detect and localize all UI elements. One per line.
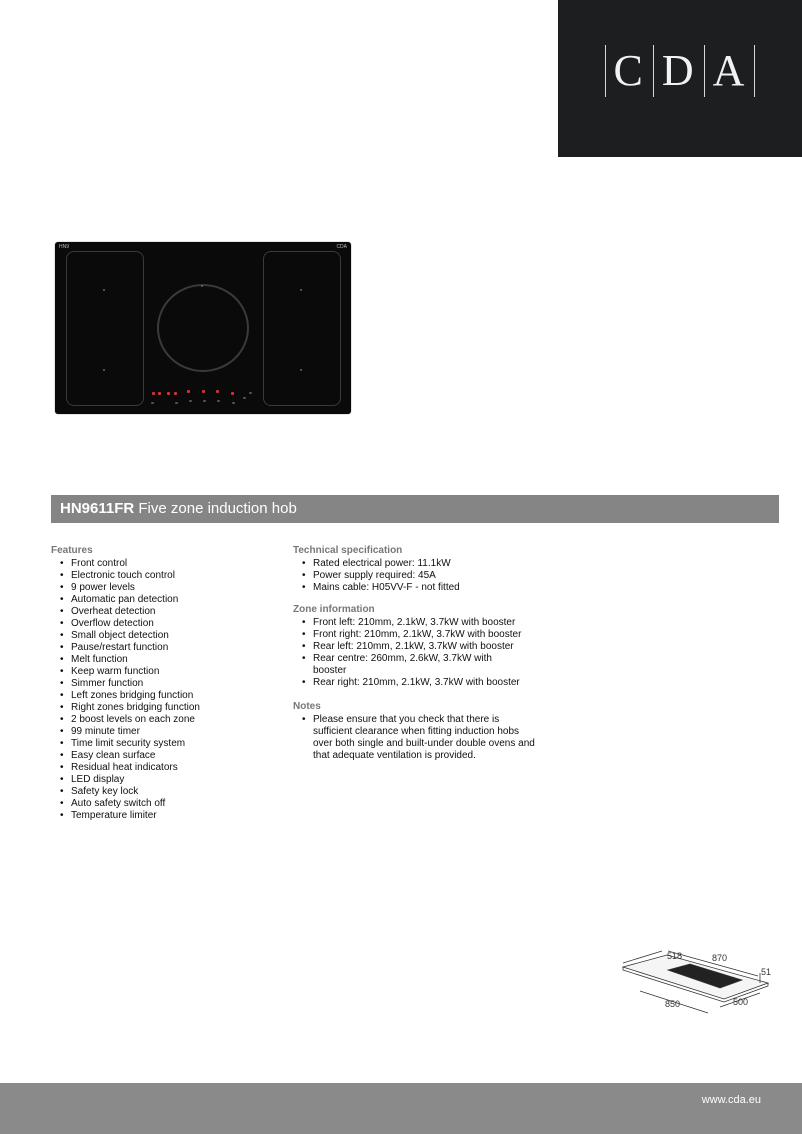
hob-brand-mark: CDA bbox=[336, 244, 347, 250]
list-item: • Automatic pan detection bbox=[51, 594, 281, 606]
list-item: • Keep warm function bbox=[51, 666, 281, 678]
list-item: • LED display bbox=[51, 774, 281, 786]
list-item: • Electronic touch control bbox=[51, 570, 281, 582]
right-zone-outline bbox=[263, 251, 341, 406]
list-item: • Residual heat indicators bbox=[51, 762, 281, 774]
list-item: • Melt function bbox=[51, 654, 281, 666]
hob-model-mark: HN9 bbox=[59, 244, 70, 250]
list-item: • Front right: 210mm, 2.1kW, 3.7kW with booster bbox=[293, 629, 533, 641]
list-item: • Simmer function bbox=[51, 678, 281, 690]
dimension-850: 850 bbox=[665, 999, 681, 1009]
notes-list bbox=[293, 714, 538, 762]
dimensions-diagram bbox=[620, 945, 780, 1025]
list-item: • 2 boost levels on each zone bbox=[51, 714, 281, 726]
logo-letter-d: D bbox=[661, 46, 696, 95]
notes-heading: Notes bbox=[293, 701, 321, 712]
list-item: • Overflow detection bbox=[51, 618, 281, 630]
cda-logo bbox=[558, 45, 802, 101]
list-item: • Time limit security system bbox=[51, 738, 281, 750]
list-item: • Auto safety switch off bbox=[51, 798, 281, 810]
zones-heading: Zone information bbox=[293, 604, 375, 615]
list-item: • Please ensure that you check that there is sufficient clearance when fitting induction hobs over both single and built-under double ovens and that adequate ventilation is provided. bbox=[293, 714, 538, 762]
list-item: • 9 power levels bbox=[51, 582, 281, 594]
dimension-51: 51 bbox=[761, 967, 772, 977]
zones-list bbox=[293, 617, 533, 689]
technical-list bbox=[293, 558, 533, 594]
list-item: • Power supply required: 45A bbox=[293, 570, 533, 582]
list-item: • Mains cable: H05VV-F - not fitted bbox=[293, 582, 533, 594]
footer-bar bbox=[0, 1083, 802, 1134]
list-item: • Easy clean surface bbox=[51, 750, 281, 762]
list-item: • Temperature limiter bbox=[51, 810, 281, 822]
website-link[interactable]: www.cda.eu bbox=[701, 1094, 761, 1106]
brand-header bbox=[558, 0, 802, 157]
list-item: • Front control bbox=[51, 558, 281, 570]
product-title-bar bbox=[51, 495, 779, 523]
features-heading: Features bbox=[51, 545, 93, 556]
list-item: • Safety key lock bbox=[51, 786, 281, 798]
technical-heading: Technical specification bbox=[293, 545, 403, 556]
list-item: • Rated electrical power: 11.1kW bbox=[293, 558, 533, 570]
product-title bbox=[60, 500, 297, 517]
list-item: • Rear centre: 260mm, 2.6kW, 3.7kW with booster bbox=[293, 653, 498, 677]
model-number: HN9611FR bbox=[60, 500, 135, 517]
left-zone-outline bbox=[66, 251, 144, 406]
list-item: • Pause/restart function bbox=[51, 642, 281, 654]
logo-letter-c: C bbox=[613, 46, 645, 95]
model-description: Five zone induction hob bbox=[138, 500, 297, 517]
list-item: • Rear left: 210mm, 2.1kW, 3.7kW with booster bbox=[293, 641, 533, 653]
hob-product-image bbox=[55, 242, 351, 414]
list-item: • Left zones bridging function bbox=[51, 690, 281, 702]
features-list bbox=[51, 558, 281, 822]
list-item: • Rear right: 210mm, 2.1kW, 3.7kW with booster bbox=[293, 677, 533, 689]
dimension-500: 500 bbox=[733, 997, 749, 1007]
dimension-870: 870 bbox=[712, 953, 728, 963]
dimension-518: 518 bbox=[667, 951, 683, 961]
list-item: • Overheat detection bbox=[51, 606, 281, 618]
list-item: • Right zones bridging function bbox=[51, 702, 281, 714]
list-item: • Front left: 210mm, 2.1kW, 3.7kW with booster bbox=[293, 617, 533, 629]
logo-letter-a: A bbox=[712, 46, 747, 95]
list-item: • Small object detection bbox=[51, 630, 281, 642]
centre-zone-outline bbox=[157, 284, 249, 372]
list-item: • 99 minute timer bbox=[51, 726, 281, 738]
